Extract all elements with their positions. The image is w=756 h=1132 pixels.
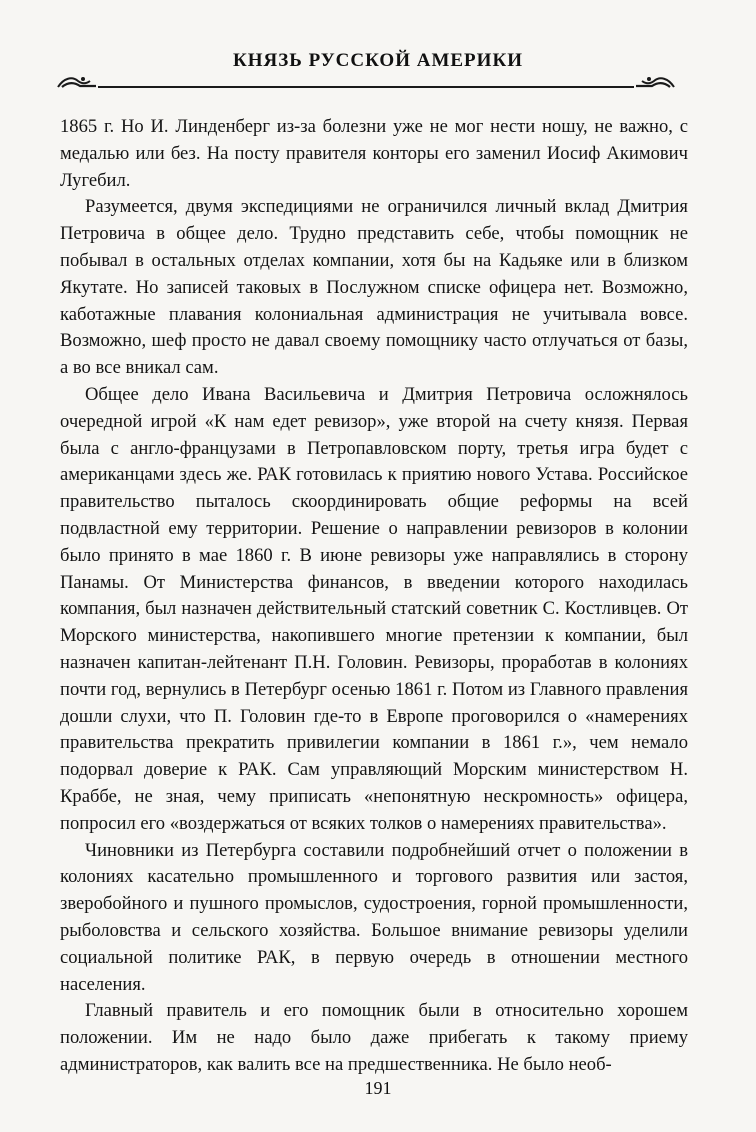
left-ornament-icon — [56, 72, 98, 92]
page-number: 191 — [364, 1078, 392, 1098]
header-rule — [98, 86, 634, 88]
body-text — [60, 114, 688, 1079]
running-title: КНЯЗЬ РУССКОЙ АМЕРИКИ — [232, 50, 523, 71]
right-ornament-icon — [634, 72, 676, 92]
paragraph: Разумеется, двумя экспедициями не ограничился личный вклад Дмитрия Петровича в общее дело. Трудно представить себе, чтобы помощник не побывал в остальных отделах компании, хотя бы на Кадьяке или в близком Якутате. Но записей таковых в Послужном списке офицера нет. Возможно, каботажные плавания колониальная администрация не учитывала вовсе. Возможно, шеф просто не давал своему помощнику часто отлучаться от базы, а во все вникал сам. — [60, 196, 688, 379]
paragraph: Главный правитель и его помощник были в относительно хорошем положении. Им не надо было даже прибегать к такому приему администраторов, как валить все на предшественника. Не было необ- — [60, 1000, 688, 1075]
paragraph-continued: 1865 г. Но И. Линденберг из-за болезни уже не мог нести ношу, не важно, с медалью или без. На посту правителя конторы его заменил Иосиф Акимович Лугебил. — [60, 116, 688, 191]
paragraph: Чиновники из Петербурга составили подробнейший отчет о положении в колониях касательно промышленного и торгового развития или застоя, зверобойного и пушного промыслов, судостроения, горной промышленности, рыболовства и сельского хозяйства. Большое внимание ревизоры уделили социальной политике РАК, в первую очередь в отношении местного населения. — [60, 839, 688, 995]
paragraph: Общее дело Ивана Васильевича и Дмитрия Петровича осложнялось очередной игрой «К нам едет ревизор», уже второй на счету князя. Первая была с англо-французами в Петропавловском порту, третья игра будет с американцами здесь же. РАК готовилась к приятию нового Устава. Российское правительство пыталось скоординировать общие реформы на всей подвластной ему территории. Решение о направлении ревизоров в колонии было принято в мае 1860 г. В июне ревизоры уже направлялись в сторону Панамы. От Министерства финансов, в введении которого находилась компания, был назначен действительный статский советник С. Костливцев. От Морского министерства, накопившего многие претензии к компании, был назначен капитан-лейтенант П.Н. Головин. Ревизоры, проработав в колониях почти год, вернулись в Петербург осенью 1861 г. Потом из Главного правления дошли слухи, что П. Головин где-то в Европе проговорился о «намерениях правительства прекратить привилегии компании в 1861 г.», чем немало подорвал доверие к РАК. Сам управляющий Морским министерством Н. Краббе, не зная, чему приписать «непонятную нескромность» офицера, попросил его «воздержаться от всяких толков о намерениях правительства». — [60, 383, 688, 834]
